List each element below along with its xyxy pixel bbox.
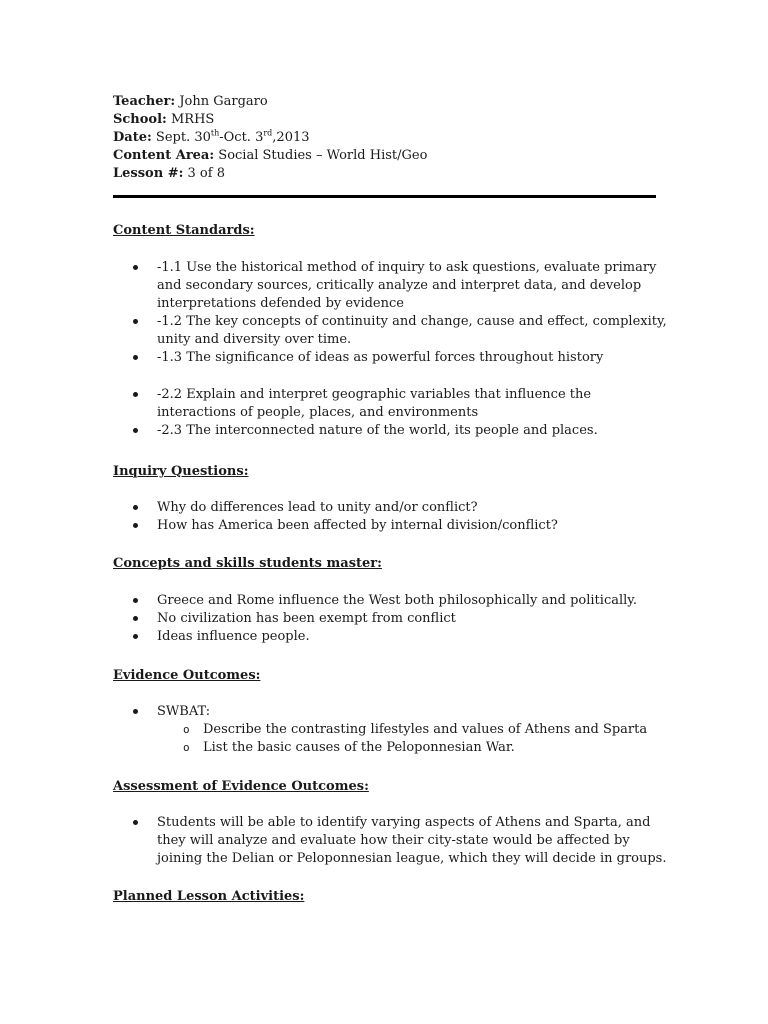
- list-item: -1.2 The key concepts of continuity and change, cause and effect, complexity, unity and diversity over time.: [113, 313, 673, 349]
- concepts-skills-title: Concepts and skills students master:: [113, 556, 382, 571]
- date-value-start: Sept. 30: [155, 130, 211, 145]
- content-area-value: Social Studies – World Hist/Geo: [218, 148, 428, 163]
- assessment-list: [113, 814, 673, 868]
- date-label: Date:: [113, 130, 152, 145]
- content-area-line: [113, 147, 673, 165]
- header-divider: [113, 195, 656, 198]
- teacher-value: John Gargaro: [179, 94, 268, 109]
- content-area-label: Content Area:: [113, 148, 215, 163]
- date-suffix-rd: rd: [263, 128, 273, 138]
- school-line: [113, 111, 673, 129]
- inquiry-questions-title: Inquiry Questions:: [113, 464, 249, 479]
- lesson-header: [113, 93, 673, 183]
- lesson-number-label: Lesson #:: [113, 166, 184, 181]
- school-value: MRHS: [170, 112, 215, 127]
- planned-activities-title: Planned Lesson Activities:: [113, 889, 305, 904]
- list-item: -1.1 Use the historical method of inquiry to ask questions, evaluate primary and secondary sources, critically analyze and interpret data, and develop interpretations defended by evidence: [113, 259, 673, 313]
- list-item: SWBAT:: [113, 703, 673, 721]
- list-item: Why do differences lead to unity and/or conflict?: [113, 499, 673, 517]
- list-item: -1.3 The significance of ideas as powerful forces throughout history: [113, 349, 673, 367]
- sub-list-item: o List the basic causes of the Peloponnesian War.: [113, 739, 673, 757]
- list-item: Ideas influence people.: [113, 628, 673, 646]
- list-item: Students will be able to identify varying aspects of Athens and Sparta, and they will analyze and evaluate how their city-state would be affected by joining the Delian or Peloponnesian league, which they will decide in groups.: [113, 814, 673, 868]
- list-item: How has America been affected by internal division/conflict?: [113, 517, 673, 535]
- date-suffix-th: th: [210, 128, 220, 138]
- list-item: -2.3 The interconnected nature of the world, its people and places.: [113, 422, 673, 440]
- evidence-outcomes-title: Evidence Outcomes:: [113, 668, 261, 683]
- concepts-skills-list: [113, 592, 673, 646]
- list-item: No civilization has been exempt from conflict: [113, 610, 673, 628]
- date-value-year: ,2013: [272, 130, 310, 145]
- school-label: School:: [113, 112, 167, 127]
- date-value-middle: -Oct. 3: [219, 130, 264, 145]
- date-line: [113, 129, 673, 147]
- assessment-title: Assessment of Evidence Outcomes:: [113, 779, 369, 794]
- teacher-line: [113, 93, 673, 111]
- list-item: Greece and Rome influence the West both philosophically and politically.: [113, 592, 673, 610]
- sub-list-item: o Describe the contrasting lifestyles and values of Athens and Sparta: [113, 721, 673, 739]
- content-standards-title: Content Standards:: [113, 223, 255, 238]
- evidence-outcomes-list: [113, 703, 673, 757]
- content-standards-list: [113, 259, 673, 440]
- lesson-number-line: [113, 165, 673, 183]
- list-item: -2.2 Explain and interpret geographic variables that influence the interactions of people, places, and environments: [113, 386, 673, 422]
- inquiry-questions-list: [113, 499, 673, 535]
- lesson-number-value: 3 of 8: [187, 166, 225, 181]
- teacher-label: Teacher:: [113, 94, 176, 109]
